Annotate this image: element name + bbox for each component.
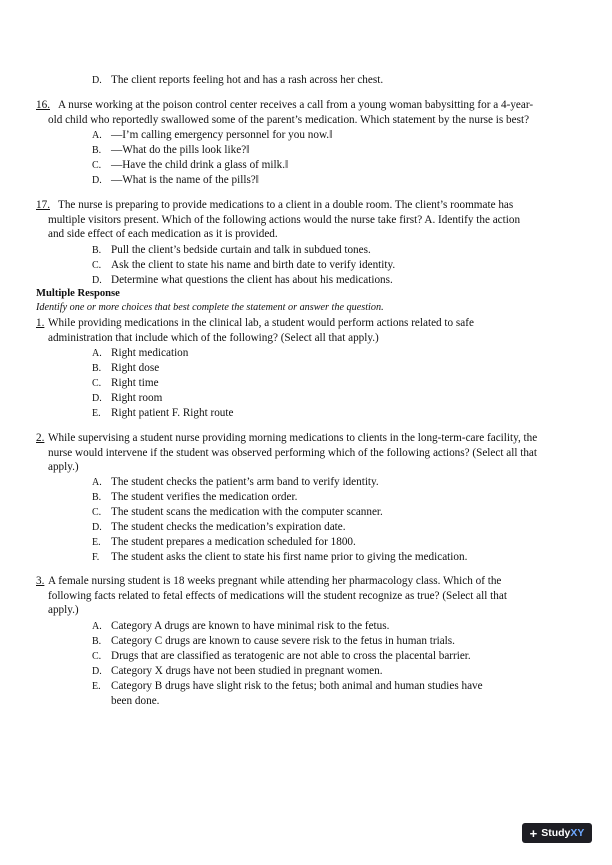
option-letter: B. xyxy=(92,636,102,647)
option-letter: D. xyxy=(92,522,102,533)
option-text: The student checks the medication’s expiration date. xyxy=(111,521,346,533)
option-letter: B. xyxy=(92,492,102,503)
mr3-option-c xyxy=(92,649,582,665)
brand-name: Study xyxy=(541,826,571,839)
mr2-option-d xyxy=(92,520,582,536)
option-letter: A. xyxy=(92,130,102,141)
mr1-option-a xyxy=(92,346,582,362)
mr-question-1 xyxy=(36,316,588,345)
option-text: Ask the client to state his name and birth date to verify identity. xyxy=(111,259,396,271)
mr2-option-c xyxy=(92,505,582,521)
question-number: 2. xyxy=(36,432,45,444)
option-letter: C. xyxy=(92,160,102,171)
question-stem-line: multiple visitors present. Which of the following actions would the nurse take first? A. Identify the action xyxy=(48,213,521,226)
option-text: Right medication xyxy=(111,347,189,359)
question-stem-line: The nurse is preparing to provide medications to a client in a double room. The client’s roommate has xyxy=(58,199,514,211)
section-instructions: Identify one or more choices that best complete the statement or answer the question. xyxy=(36,302,384,313)
mr3-option-a xyxy=(92,619,582,635)
option-letter: C. xyxy=(92,651,102,662)
q17-option-b xyxy=(92,243,582,259)
option-text: Pull the client’s bedside curtain and talk in subdued tones. xyxy=(111,244,371,256)
mr1-option-b xyxy=(92,361,582,377)
option-letter: E. xyxy=(92,681,101,692)
option-text: Category B drugs have slight risk to the fetus; both animal and human studies have xyxy=(111,680,483,692)
option-text: The student asks the client to state his first name prior to giving the medication. xyxy=(111,551,468,563)
option-letter: C. xyxy=(92,260,102,271)
question-stem-line: following facts related to fetal effects of medications will the student recognize as true? (Select all that xyxy=(48,589,507,602)
question-stem-line: nurse would intervene if the student was observed performing which of the following actions? (Select all that xyxy=(48,446,538,459)
option-text: Category A drugs are known to have minimal risk to the fetus. xyxy=(111,620,390,632)
question-number: 17. xyxy=(36,199,50,211)
question-16 xyxy=(36,98,588,127)
q16-option-a xyxy=(92,128,582,144)
q15-option-d xyxy=(92,73,582,89)
question-17 xyxy=(36,198,588,242)
option-text: The student checks the patient’s arm band to verify identity. xyxy=(111,476,379,488)
option-text: Category C drugs are known to cause severe risk to the fetus in human trials. xyxy=(111,635,455,647)
question-stem-line: and side effect of each medication as it is provided. xyxy=(48,228,278,241)
option-letter: A. xyxy=(92,621,102,632)
question-stem-line: A nurse working at the poison control center receives a call from a young woman babysitting for a 4-year- xyxy=(58,99,534,111)
mr3-option-e xyxy=(92,679,582,695)
option-text: Drugs that are classified as teratogenic are not able to cross the placental barrier. xyxy=(111,650,471,662)
section-title: Multiple Response xyxy=(36,288,120,299)
question-number: 16. xyxy=(36,99,50,111)
mr1-option-e xyxy=(92,406,582,422)
option-letter: E. xyxy=(92,537,101,548)
mr2-option-b xyxy=(92,490,582,506)
q17-option-d xyxy=(92,273,582,289)
option-text: The student prepares a medication scheduled for 1800. xyxy=(111,536,356,548)
option-text: Category X drugs have not been studied in pregnant women. xyxy=(111,665,383,677)
option-letter: C. xyxy=(92,378,102,389)
question-number: 1. xyxy=(36,317,45,329)
option-letter: F. xyxy=(92,552,100,563)
question-stem-line: While supervising a student nurse providing morning medications to clients in the long-term-care facility, the xyxy=(48,432,538,444)
mr2-option-f xyxy=(92,550,582,566)
mr-question-3 xyxy=(36,574,588,618)
plus-icon: + xyxy=(529,825,538,841)
option-text: ―I’m calling emergency personnel for you now.‖ xyxy=(111,129,333,141)
q16-option-d xyxy=(92,173,582,189)
mr3-option-e-continued: been done. xyxy=(111,695,160,707)
option-letter: A. xyxy=(92,477,102,488)
option-letter: B. xyxy=(92,245,102,256)
question-stem-line: administration that include which of the following? (Select all that apply.) xyxy=(48,331,379,344)
option-letter: A. xyxy=(92,348,102,359)
option-text: Right dose xyxy=(111,362,160,374)
studyxy-logo[interactable] xyxy=(522,823,592,843)
mr3-option-d xyxy=(92,664,582,680)
mr1-option-c xyxy=(92,376,582,392)
option-text: The student scans the medication with the computer scanner. xyxy=(111,506,383,518)
option-letter: E. xyxy=(92,408,101,419)
option-letter: B. xyxy=(92,145,102,156)
option-text: Right time xyxy=(111,377,159,389)
option-letter: C. xyxy=(92,507,102,518)
option-text: The client reports feeling hot and has a rash across her chest. xyxy=(111,74,384,86)
mr3-option-b xyxy=(92,634,582,650)
option-text: ―What do the pills look like?‖ xyxy=(111,144,250,156)
option-text: Right room xyxy=(111,392,163,404)
question-stem-line: apply.) xyxy=(48,604,79,617)
option-letter: D. xyxy=(92,175,102,186)
option-letter: D. xyxy=(92,666,102,677)
option-letter: D. xyxy=(92,393,102,404)
question-stem-line: A female nursing student is 18 weeks pregnant while attending her pharmacology class. Which of the xyxy=(48,575,502,587)
question-number: 3. xyxy=(36,575,45,587)
brand-suffix: XY xyxy=(570,826,585,839)
q16-option-b xyxy=(92,143,582,159)
option-text: The student verifies the medication order. xyxy=(111,491,298,503)
mr2-option-e xyxy=(92,535,582,551)
mr1-option-d xyxy=(92,391,582,407)
option-text: ―Have the child drink a glass of milk.‖ xyxy=(111,159,289,171)
option-text: ―What is the name of the pills?‖ xyxy=(111,174,259,186)
question-stem-line: While providing medications in the clinical lab, a student would perform actions related to safe xyxy=(48,317,474,329)
option-letter: D. xyxy=(92,75,102,86)
option-letter: B. xyxy=(92,363,102,374)
option-text: Determine what questions the client has about his medications. xyxy=(111,274,393,286)
q16-option-c xyxy=(92,158,582,174)
question-stem-line: old child who reportedly swallowed some of the parent’s medication. Which statement by the nurse is best? xyxy=(48,113,530,126)
option-letter: D. xyxy=(92,275,102,286)
mr-question-2 xyxy=(36,431,588,475)
question-stem-line: apply.) xyxy=(48,461,79,474)
option-text: Right patient F. Right route xyxy=(111,407,234,419)
q17-option-c xyxy=(92,258,582,274)
mr2-option-a xyxy=(92,475,582,491)
